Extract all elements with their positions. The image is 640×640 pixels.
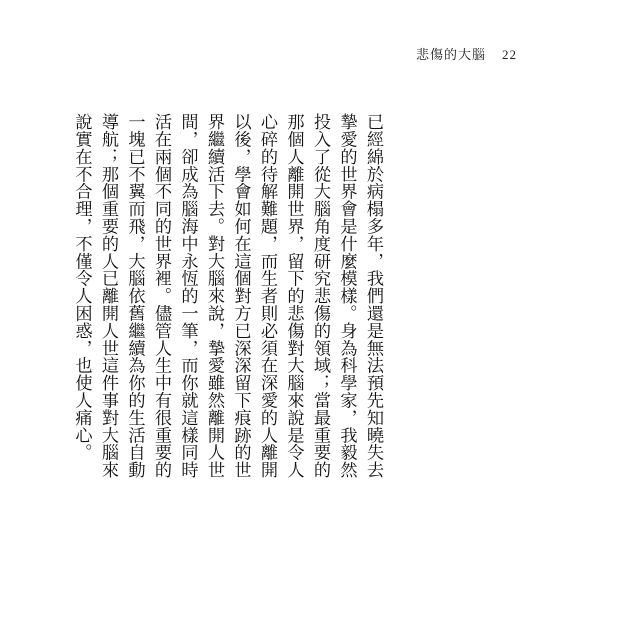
body-text <box>68 113 386 493</box>
page-number: 22 <box>502 47 518 62</box>
running-head <box>416 44 517 63</box>
chapter-title: 悲傷的大腦 <box>416 48 487 63</box>
paragraph: 已經綿於病榻多年，我們還是無法預先知曉失去摯愛的世界會是什麼模樣。身為科學家，我毅然投入了從大腦角度研究悲傷的領域；當最重要的那個人離開世界，留下的悲傷對大腦來說是令人心碎的待解難題，而生者則必須在深愛的人離開以後，學會如何在這個對方已深深留下痕跡的世界繼續活下去。對大腦來說，摯愛雖然離開人世間，卻成為腦海中永恆的一筆，而你就這樣同時活在兩個不同的世界裡。儘管人生中有很重要的一塊已不翼而飛，大腦依舊繼續為你的生活自動導航；那個重要的人已離開人世這件事對大腦來說實在不合理，不僅令人困惑，也使人痛心。 <box>71 113 383 479</box>
